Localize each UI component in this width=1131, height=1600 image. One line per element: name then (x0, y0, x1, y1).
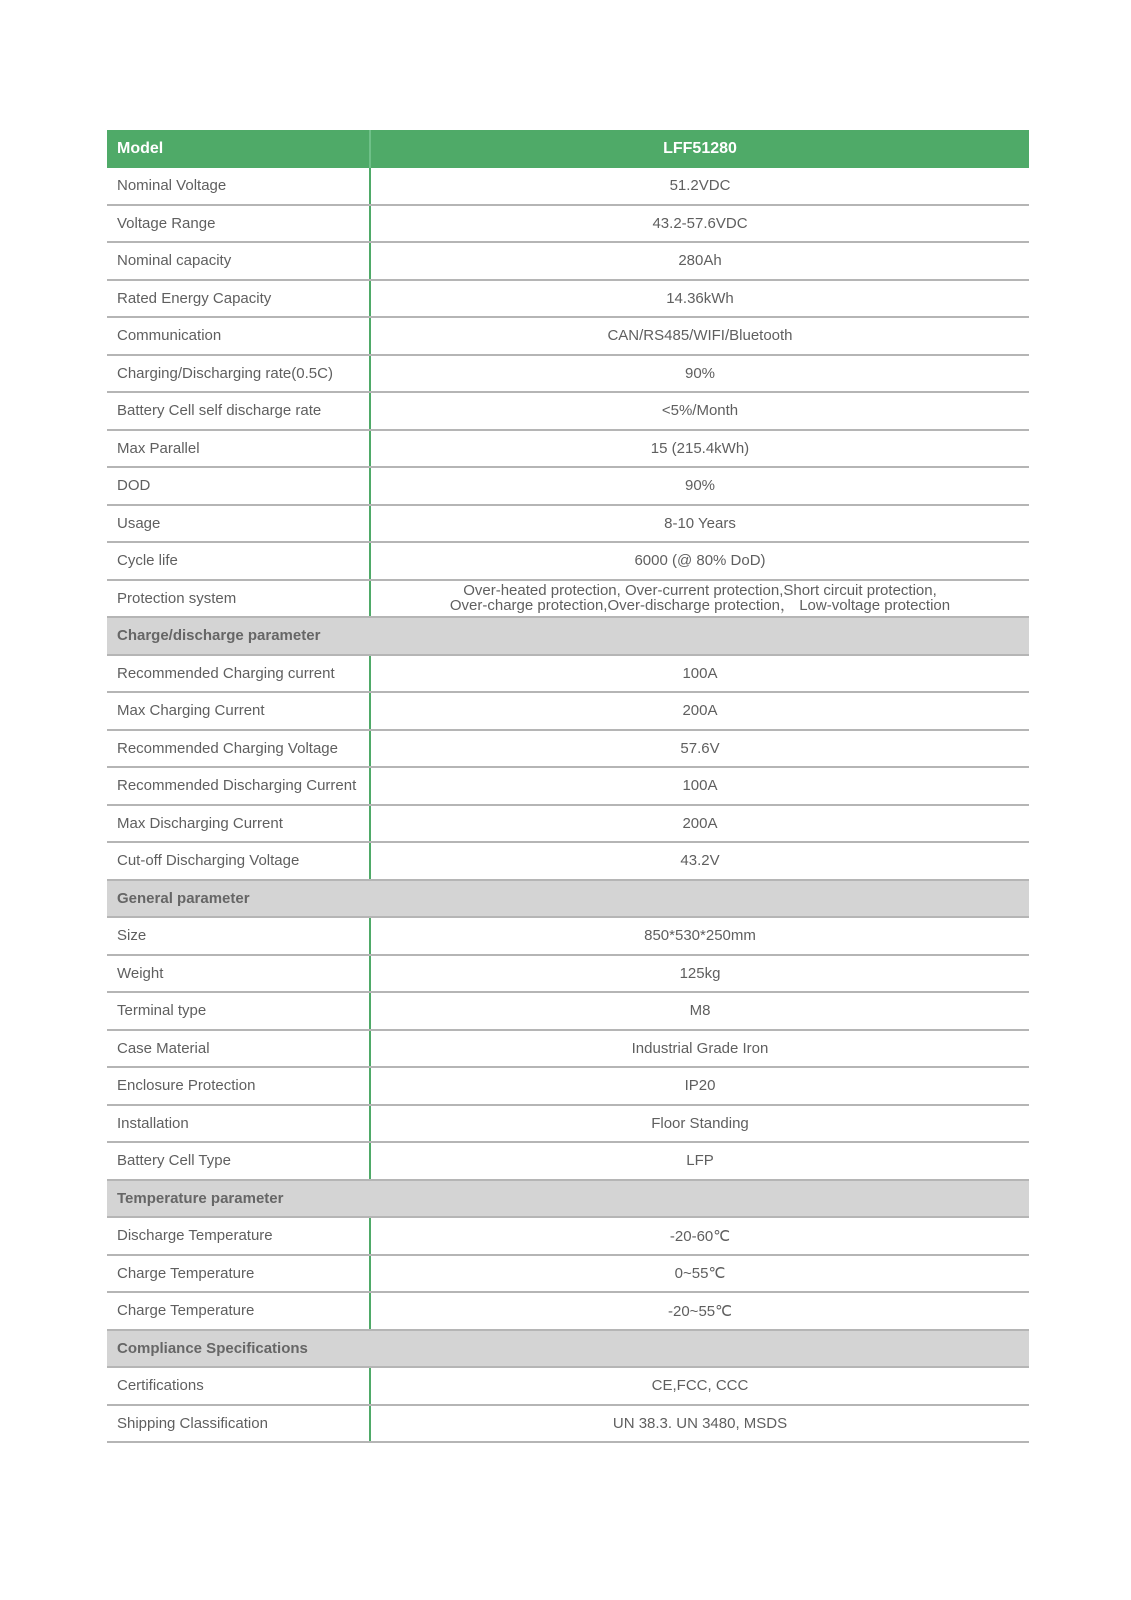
spec-label: Charging/Discharging rate(0.5C) (107, 356, 371, 392)
section-header (107, 881, 1029, 919)
spec-label: Cut-off Discharging Voltage (107, 843, 371, 879)
spec-value: 850*530*250mm (644, 927, 756, 945)
spec-value: Industrial Grade Iron (631, 1039, 769, 1057)
spec-label: Discharge Temperature (107, 1218, 371, 1254)
spec-value: 14.36kWh (666, 289, 734, 307)
table-row (107, 1031, 1029, 1069)
spec-value: 200A (682, 702, 718, 720)
table-row (107, 731, 1029, 769)
spec-value: 51.2VDC (669, 177, 731, 195)
header-label: Model (107, 130, 371, 168)
table-row (107, 468, 1029, 506)
table-row (107, 843, 1029, 881)
table-body (107, 168, 1029, 1443)
spec-value: 280Ah (678, 252, 722, 270)
table-header (107, 130, 1029, 168)
spec-value: -20~55℃ (668, 1302, 732, 1320)
table-row (107, 1293, 1029, 1331)
spec-label: Case Material (107, 1031, 371, 1067)
table-row (107, 543, 1029, 581)
spec-value: CAN/RS485/WIFI/Bluetooth (607, 327, 793, 345)
spec-value-line: Over-heated protection, Over-current protection,Short circuit protection, (463, 582, 937, 600)
table-row (107, 1406, 1029, 1444)
spec-label: Usage (107, 506, 371, 542)
section-title: Charge/discharge parameter (117, 627, 321, 645)
spec-value: 90% (684, 364, 716, 382)
spec-value: M8 (689, 1002, 711, 1020)
table-row (107, 1106, 1029, 1144)
spec-label: Max Charging Current (107, 693, 371, 729)
table-row (107, 1143, 1029, 1181)
spec-value: Floor Standing (651, 1114, 749, 1132)
spec-label: Voltage Range (107, 206, 371, 242)
table-row (107, 918, 1029, 956)
spec-value: 200A (682, 814, 718, 832)
table-row (107, 506, 1029, 544)
table-row (107, 768, 1029, 806)
spec-value: IP20 (684, 1077, 716, 1095)
spec-label: Terminal type (107, 993, 371, 1029)
table-row (107, 1256, 1029, 1294)
table-row (107, 956, 1029, 994)
table-row (107, 393, 1029, 431)
spec-value (371, 581, 1029, 617)
spec-label: Installation (107, 1106, 371, 1142)
table-row (107, 1218, 1029, 1256)
section-title: Temperature parameter (117, 1189, 284, 1207)
table-row (107, 168, 1029, 206)
spec-label: Max Discharging Current (107, 806, 371, 842)
spec-value: 100A (682, 777, 718, 795)
spec-label: Rated Energy Capacity (107, 281, 371, 317)
table-row (107, 581, 1029, 619)
spec-table (107, 130, 1029, 1443)
spec-label: Charge Temperature (107, 1256, 371, 1292)
table-row (107, 206, 1029, 244)
spec-label: Protection system (107, 581, 371, 617)
spec-label: Recommended Discharging Current (107, 768, 371, 804)
spec-label: Battery Cell self discharge rate (107, 393, 371, 429)
table-row (107, 693, 1029, 731)
spec-value-line: Over-charge protection,Over-discharge protection， Low-voltage protection (449, 597, 951, 615)
spec-label: Shipping Classification (107, 1406, 371, 1442)
spec-value: 15 (215.4kWh) (650, 439, 750, 457)
section-title: General parameter (117, 889, 250, 907)
table-row (107, 1068, 1029, 1106)
spec-value: UN 38.3. UN 3480, MSDS (612, 1414, 788, 1432)
spec-value: 90% (684, 477, 716, 495)
spec-label: Max Parallel (107, 431, 371, 467)
table-row (107, 318, 1029, 356)
table-row (107, 993, 1029, 1031)
spec-value: 125kg (679, 964, 721, 982)
spec-value: CE,FCC, CCC (651, 1377, 749, 1395)
section-header (107, 1181, 1029, 1219)
spec-value: 43.2-57.6VDC (652, 214, 748, 232)
spec-label: Nominal capacity (107, 243, 371, 279)
spec-label: Weight (107, 956, 371, 992)
spec-label: Nominal Voltage (107, 168, 371, 204)
spec-label: Charge Temperature (107, 1293, 371, 1329)
table-row (107, 243, 1029, 281)
table-row (107, 806, 1029, 844)
spec-value: 0~55℃ (674, 1265, 726, 1283)
table-row (107, 431, 1029, 469)
table-row (107, 656, 1029, 694)
table-row (107, 281, 1029, 319)
table-row (107, 1368, 1029, 1406)
spec-label: Certifications (107, 1368, 371, 1404)
model-value: LFF51280 (663, 140, 737, 157)
spec-label: DOD (107, 468, 371, 504)
section-title: Compliance Specifications (117, 1339, 308, 1357)
spec-value: <5%/Month (661, 402, 739, 420)
spec-value: LFP (686, 1152, 714, 1170)
spec-label: Recommended Charging current (107, 656, 371, 692)
spec-value: 57.6V (680, 739, 720, 757)
spec-value: 6000 (@ 80% DoD) (634, 552, 766, 570)
spec-label: Size (107, 918, 371, 954)
spec-value: 100A (682, 664, 718, 682)
table-row (107, 356, 1029, 394)
spec-label: Battery Cell Type (107, 1143, 371, 1179)
spec-label: Recommended Charging Voltage (107, 731, 371, 767)
section-header (107, 1331, 1029, 1369)
section-header (107, 618, 1029, 656)
spec-value: 8-10 Years (664, 514, 736, 532)
spec-label: Enclosure Protection (107, 1068, 371, 1104)
spec-label: Cycle life (107, 543, 371, 579)
spec-value: -20-60℃ (669, 1227, 731, 1245)
spec-label: Communication (107, 318, 371, 354)
spec-value: 43.2V (680, 852, 720, 870)
